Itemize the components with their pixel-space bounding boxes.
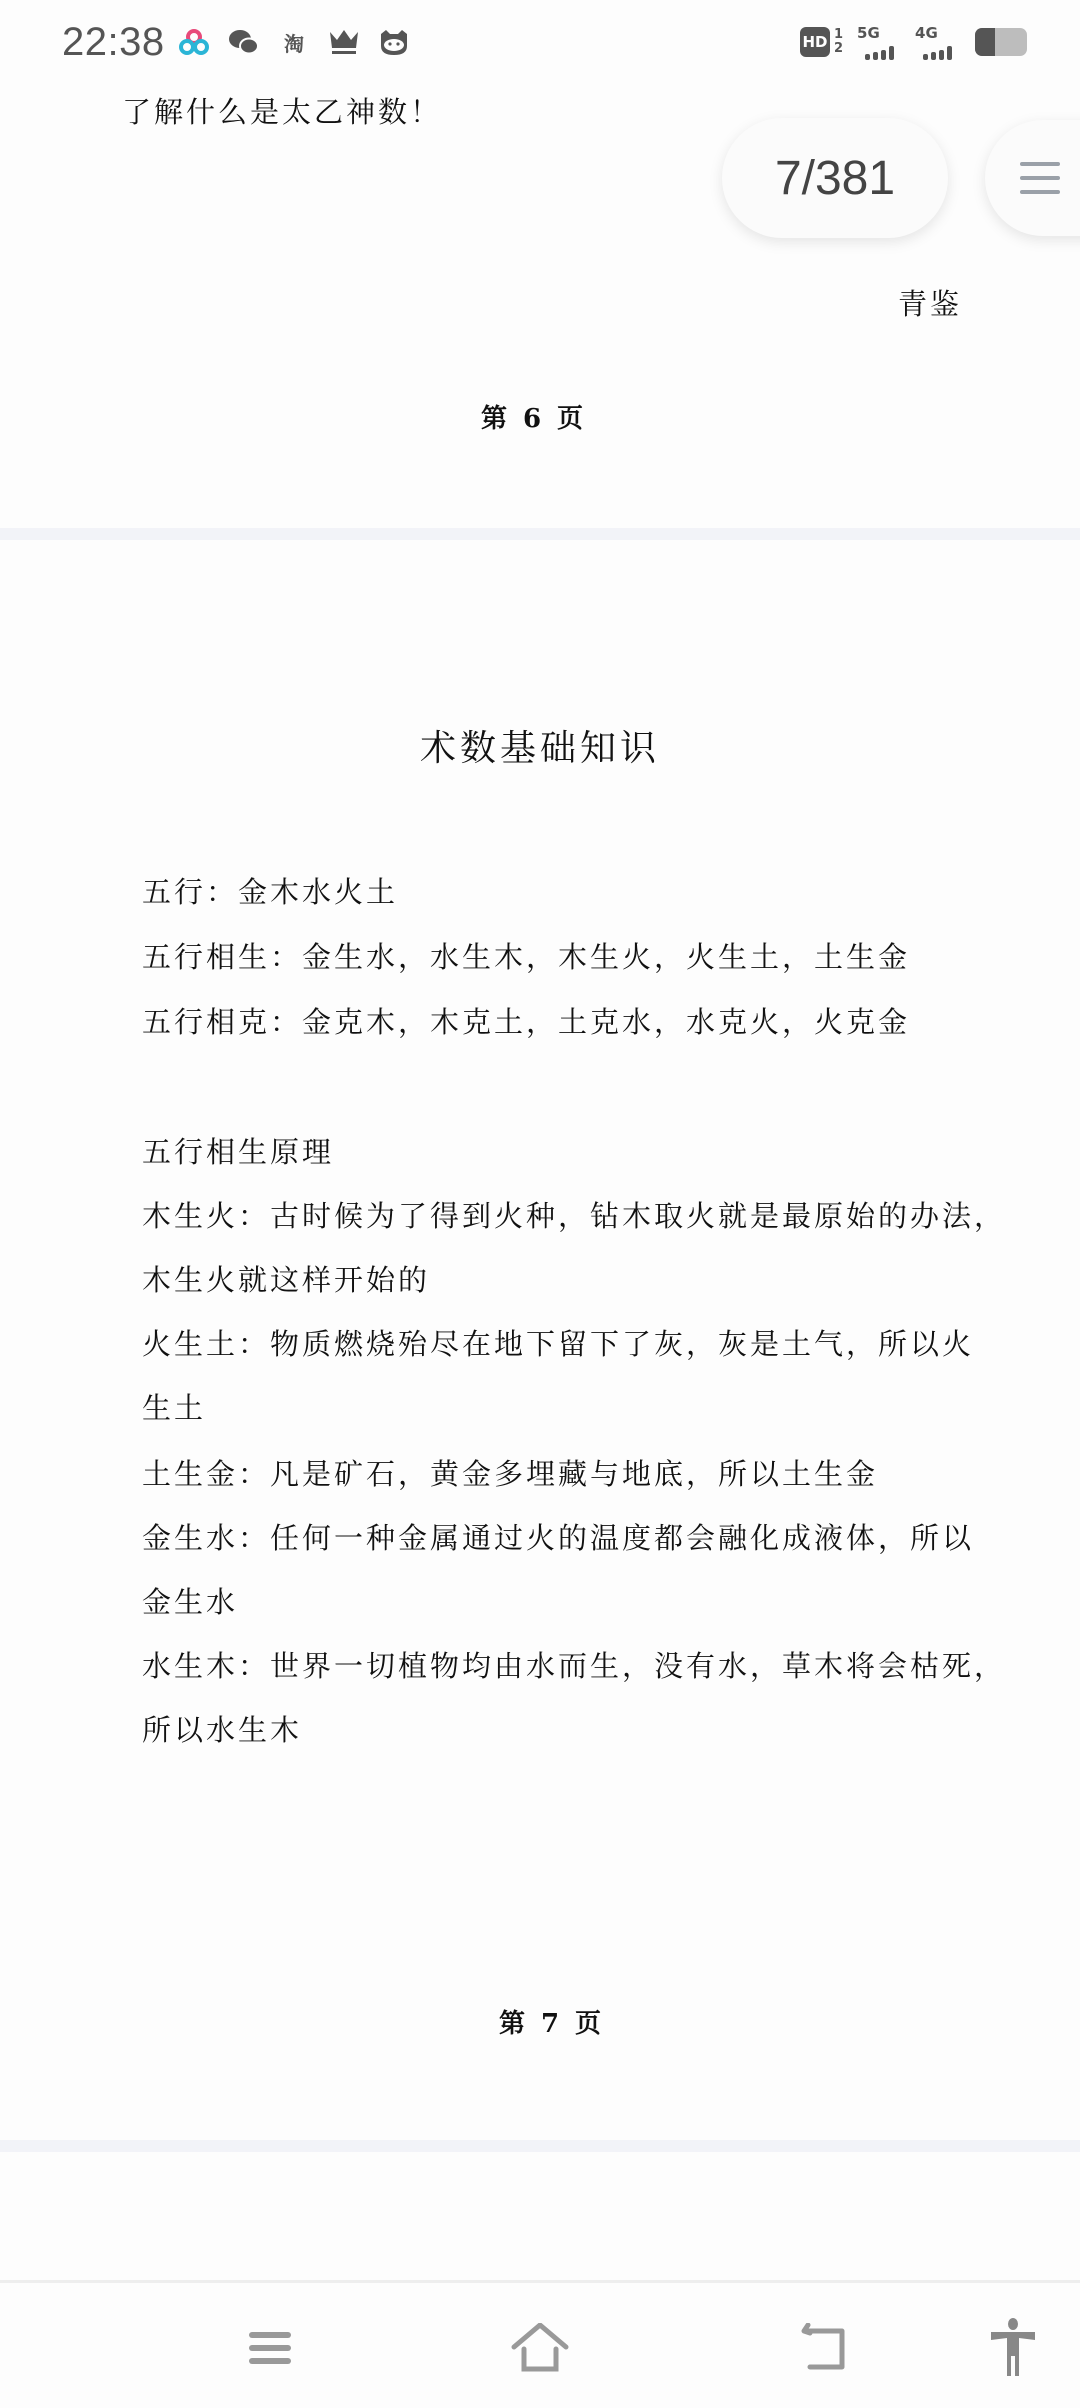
signal-4g-icon: 4G [915, 24, 959, 60]
page7-line: 生土 [142, 1391, 207, 1425]
baidu-netdisk-icon [178, 26, 210, 58]
accessibility-button[interactable] [978, 2313, 1048, 2383]
document-page-7 [0, 540, 1080, 2140]
page7-line: 五行相克：金克木，木克土，土克水，水克火，火克金 [142, 1005, 911, 1039]
home-button[interactable] [505, 2313, 575, 2383]
page7-line: 木生火就这样开始的 [142, 1263, 431, 1297]
signal-5g-icon: 5G [857, 24, 901, 60]
home-icon [510, 2323, 570, 2373]
page7-line: 木生火：古时候为了得到火种，钻木取火就是最原始的办法， [142, 1199, 1007, 1233]
page7-title: 术数基础知识 [419, 728, 660, 769]
notification-icons [178, 26, 410, 58]
wechat-icon [228, 26, 260, 58]
sim-slot-labels: 1 2 [834, 27, 844, 56]
recent-apps-icon [247, 2328, 293, 2368]
hd-voice-icon: HD [800, 27, 830, 57]
page7-line: 五行相生：金生水，水生木，木生火，火生土，土生金 [142, 940, 911, 974]
page7-number: 第7页 [498, 2009, 618, 2039]
page7-line: 火生土：物质燃烧殆尽在地下留下了灰，灰是土气，所以火 [142, 1327, 975, 1361]
page-divider [0, 528, 1080, 540]
page7-line: 水生木：世界一切植物均由水而生，没有水，草木将会枯死， [142, 1649, 1007, 1683]
system-nav-bar [0, 2280, 1080, 2408]
recent-apps-button[interactable] [235, 2313, 305, 2383]
system-indicators [800, 24, 1027, 60]
crown-icon [328, 26, 360, 58]
page-divider [0, 2140, 1080, 2152]
back-button[interactable] [790, 2313, 860, 2383]
page7-line: 金生水 [142, 1585, 239, 1619]
page7-line: 五行相生原理 [142, 1135, 335, 1169]
page6-tail-text: 了解什么是太乙神数！ [122, 95, 443, 129]
back-icon [800, 2323, 850, 2373]
page7-line: 所以水生木 [142, 1713, 303, 1747]
status-bar [0, 0, 1080, 90]
taobao-icon: 淘 [284, 31, 304, 56]
battery-icon [975, 28, 1027, 56]
page-indicator-button[interactable]: 7/381 [722, 118, 948, 238]
page7-line: 土生金：凡是矿石，黄金多埋藏与地底，所以土生金 [142, 1457, 879, 1491]
page6-signature: 青鉴 [898, 287, 963, 321]
cat-face-icon [378, 26, 410, 58]
page7-line: 金生水：任何一种金属通过火的温度都会融化成液体，所以 [142, 1521, 975, 1555]
status-time: 22:38 [62, 20, 165, 64]
page7-line: 五行：金木水火土 [142, 875, 399, 909]
page6-number: 第6页 [480, 404, 600, 434]
accessibility-icon [988, 2318, 1038, 2378]
